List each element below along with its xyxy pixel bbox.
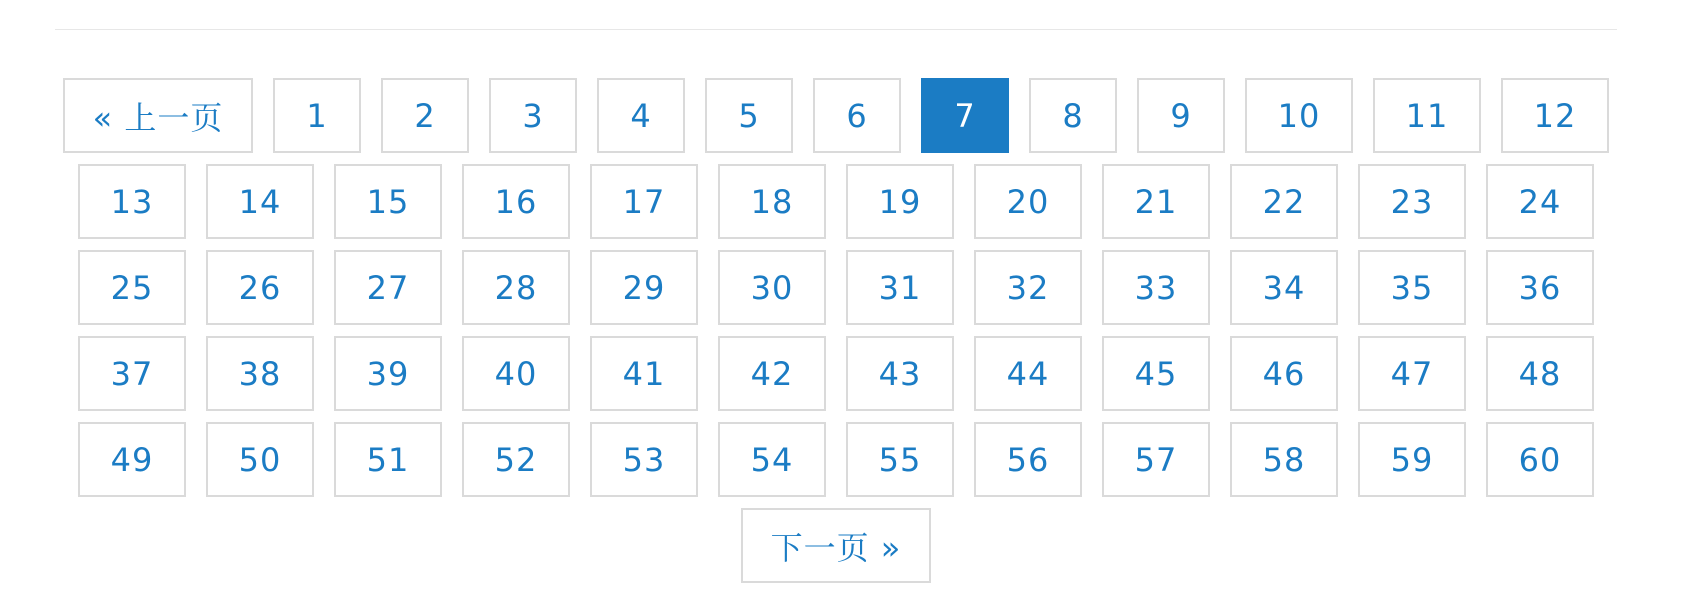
page-link[interactable]: 20 xyxy=(974,164,1082,239)
page-link[interactable]: 28 xyxy=(462,250,570,325)
page-link[interactable]: 8 xyxy=(1029,78,1117,153)
page-link[interactable]: 58 xyxy=(1230,422,1338,497)
page-link[interactable]: 12 xyxy=(1501,78,1609,153)
page-link[interactable]: 44 xyxy=(974,336,1082,411)
page-link[interactable]: 18 xyxy=(718,164,826,239)
page-link[interactable]: 48 xyxy=(1486,336,1594,411)
page-link[interactable]: 59 xyxy=(1358,422,1466,497)
page-link[interactable]: 57 xyxy=(1102,422,1210,497)
page-link[interactable]: 22 xyxy=(1230,164,1338,239)
page-link[interactable]: 54 xyxy=(718,422,826,497)
page-link[interactable]: 38 xyxy=(206,336,314,411)
page-link[interactable]: 34 xyxy=(1230,250,1338,325)
page-link[interactable]: 24 xyxy=(1486,164,1594,239)
page-link[interactable]: 6 xyxy=(813,78,901,153)
page-link[interactable]: 39 xyxy=(334,336,442,411)
page-link[interactable]: 36 xyxy=(1486,250,1594,325)
page-link[interactable]: 40 xyxy=(462,336,570,411)
page-link[interactable]: 56 xyxy=(974,422,1082,497)
page-link[interactable]: 27 xyxy=(334,250,442,325)
page-link[interactable]: 21 xyxy=(1102,164,1210,239)
page-link[interactable]: 14 xyxy=(206,164,314,239)
page-link[interactable]: 5 xyxy=(705,78,793,153)
page-link[interactable]: 46 xyxy=(1230,336,1338,411)
page-link[interactable]: 45 xyxy=(1102,336,1210,411)
page-link[interactable]: 19 xyxy=(846,164,954,239)
page-link[interactable]: 4 xyxy=(597,78,685,153)
page-link[interactable]: 42 xyxy=(718,336,826,411)
page-link[interactable]: 13 xyxy=(78,164,186,239)
page-link[interactable]: 26 xyxy=(206,250,314,325)
page-link[interactable]: 50 xyxy=(206,422,314,497)
page-link[interactable]: 9 xyxy=(1137,78,1225,153)
page-link[interactable]: 60 xyxy=(1486,422,1594,497)
top-divider xyxy=(55,29,1617,30)
page-link[interactable]: 49 xyxy=(78,422,186,497)
page-link[interactable]: 51 xyxy=(334,422,442,497)
page-link[interactable]: 32 xyxy=(974,250,1082,325)
page-link[interactable]: 43 xyxy=(846,336,954,411)
page-link[interactable]: 47 xyxy=(1358,336,1466,411)
page-link[interactable]: 3 xyxy=(489,78,577,153)
page-link[interactable]: 1 xyxy=(273,78,361,153)
page-link[interactable]: 37 xyxy=(78,336,186,411)
page-link[interactable]: 33 xyxy=(1102,250,1210,325)
page-link[interactable]: 15 xyxy=(334,164,442,239)
page-link[interactable]: 53 xyxy=(590,422,698,497)
pagination xyxy=(58,78,1614,583)
page-link-current[interactable]: 7 xyxy=(921,78,1009,153)
page-link[interactable]: 25 xyxy=(78,250,186,325)
page-link[interactable]: 10 xyxy=(1245,78,1353,153)
next-page-button[interactable]: 下一页 » xyxy=(741,508,931,583)
page-link[interactable]: 52 xyxy=(462,422,570,497)
page-link[interactable]: 16 xyxy=(462,164,570,239)
page-link[interactable]: 41 xyxy=(590,336,698,411)
page-link[interactable]: 11 xyxy=(1373,78,1481,153)
page-link[interactable]: 55 xyxy=(846,422,954,497)
page-link[interactable]: 17 xyxy=(590,164,698,239)
page-link[interactable]: 35 xyxy=(1358,250,1466,325)
prev-page-button[interactable]: « 上一页 xyxy=(63,78,253,153)
page-link[interactable]: 30 xyxy=(718,250,826,325)
page-link[interactable]: 23 xyxy=(1358,164,1466,239)
page-link[interactable]: 31 xyxy=(846,250,954,325)
page-link[interactable]: 2 xyxy=(381,78,469,153)
page-link[interactable]: 29 xyxy=(590,250,698,325)
